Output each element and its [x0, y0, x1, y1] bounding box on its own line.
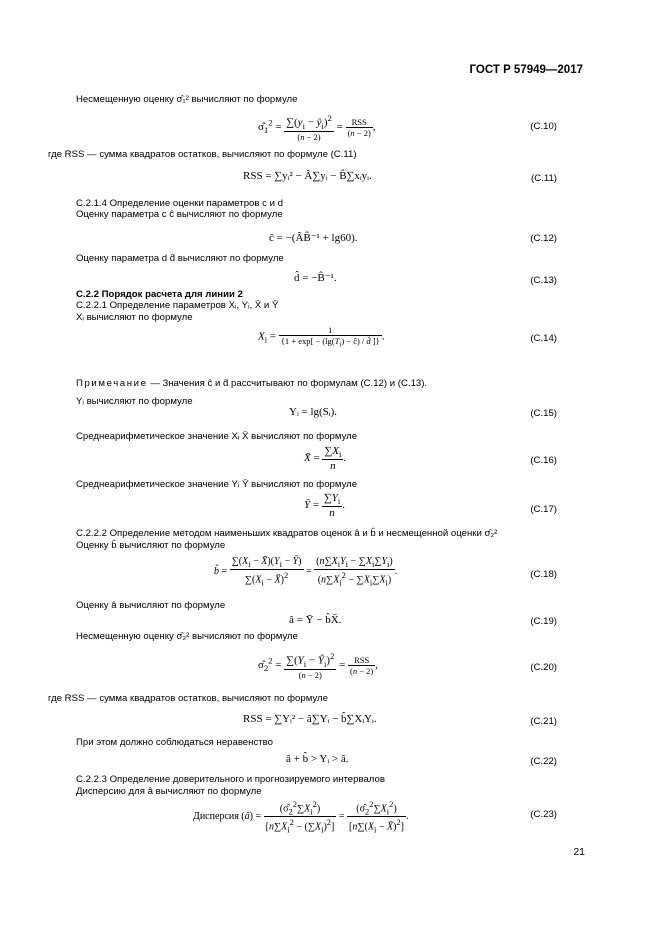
text-line: Оценку параметра c ĉ вычисляют по формуле [76, 209, 283, 220]
equation-number: (С.15) [530, 408, 557, 419]
formula-c10: $\sigmâ_1^2$ = $\frac{\sum(y_i - ŷ_i)^2}{(n - 2)}$ = $\frac{\text{RSS}}{(n - 2)}$ , [258, 113, 376, 142]
text-line: Несмещенную оценку σ̂₂² вычисляют по формуле [76, 631, 298, 642]
text-line: При этом должно соблюдаться неравенство [76, 737, 273, 748]
equation-number: (С.19) [530, 616, 557, 627]
section-heading: С.2.2 Порядок расчета для линии 2 [76, 289, 243, 300]
text-line: где RSS — сумма квадратов остатков, вычисляют по формуле [48, 693, 328, 704]
formula-c14: $X_i$ = $\frac{1}{\{1 + \exp[ - (\lg(T_i) - ĉ) / d̂ ]\}}$ . [258, 325, 385, 349]
formula-c15: Yᵢ = lg(Sᵢ). [289, 406, 337, 418]
text-line: Оценку b̂ вычисляют по формуле [76, 540, 226, 551]
text-line: где RSS — сумма квадратов остатков, вычисляют по формуле (С.11) [48, 149, 357, 160]
equation-number: (С.10) [530, 121, 557, 132]
formula-c16: X̄ = $\frac{\sum X_i}{n}$ . [304, 445, 347, 473]
text-line: С.2.2.3 Определение доверительного и прогнозируемого интервалов [76, 774, 385, 785]
formula-c21: RSS = ∑Yᵢ² − â∑Yᵢ − b̂∑XᵢYᵢ. [243, 713, 377, 725]
equation-number: (С.20) [530, 662, 557, 673]
equation-number: (С.23) [530, 809, 557, 820]
equation-number: (С.21) [530, 716, 557, 727]
page-number: 21 [573, 846, 585, 858]
equation-number: (С.14) [530, 333, 557, 344]
equation-number: (С.17) [530, 504, 557, 515]
text-line: С.2.2.2 Определение методом наименьших квадратов оценок â и b̂ и несмещенной оценки σ̂₂² [76, 528, 498, 539]
text-line: Xᵢ вычисляют по формуле [76, 312, 193, 323]
text-line: С.2.2.1 Определение параметров Xᵢ, Yᵢ, X̄ и Ȳ [76, 300, 279, 311]
formula-c22: â + b̂ > Yᵢ > â. [286, 753, 349, 765]
note-text: — Значения ĉ и d̂ рассчитывают по формулам (С.12) и (С.13). [150, 378, 428, 389]
text-line: Yᵢ вычисляют по формуле [76, 396, 193, 407]
text-line: Среднеарифметическое значение Yᵢ Ȳ вычисляют по формуле [76, 479, 358, 490]
equation-number: (С.22) [530, 756, 557, 767]
equation-number: (С.16) [530, 455, 557, 466]
equation-number: (С.11) [531, 173, 557, 184]
note-label: Примечание [76, 378, 148, 389]
text-line: Оценку параметра d d̂ вычисляют по формуле [76, 253, 284, 264]
formula-c11: RSS = ∑yᵢ² − Â∑yᵢ − B̂∑xᵢyᵢ. [243, 170, 372, 182]
equation-number: (С.18) [530, 569, 557, 580]
text-line: Дисперсию для â вычисляют по формуле [76, 786, 262, 797]
formula-c23: Дисперсия (â) = $\frac{(\sigmâ_2^2\sum X_i^2)}{[n\sum X_i^2 - (\sum X_i)^2]}$ = $\frac{(\sigmâ_2^2\sum X_i^2)}{[n\sum(X_i - X̄)^2]}$ . [193, 799, 409, 835]
dispersion-label: Дисперсия [193, 811, 239, 823]
equation-number: (С.13) [530, 275, 557, 286]
document-id: ГОСТ Р 57949—2017 [469, 64, 583, 76]
note [76, 378, 427, 389]
formula-c13: d̂ = −B̂⁻¹. [294, 272, 337, 284]
formula-c19: â = Ȳ − b̂X̄. [289, 614, 342, 626]
formula-c20: $\sigmâ_2^2$ = $\frac{\sum(Y_i - Ŷ_i)^2}{(n - 2)}$ = $\frac{\text{RSS}}{(n - 2)}$ , [258, 651, 378, 680]
equation-number: (С.12) [530, 233, 557, 244]
formula-c17: Ȳ = $\frac{\sum Y_i}{n}$ . [304, 492, 345, 520]
text-line: С.2.1.4 Определение оценки параметров c и d [76, 198, 283, 209]
text-line: Среднеарифметическое значение Xᵢ X̄ вычисляют по формуле [76, 431, 358, 442]
formula-c18: b̂ = $\frac{\sum(X_i - X̄)(Y_i - Ȳ)}{\sum(X_i - X̄)^2}$ = $\frac{(n\sum X_iY_i - \sum X_i\sum Y_i)}{(n\sum X_i^2 - \sum X_i\sum X_i)}$ . [214, 556, 398, 588]
formula-c12: ĉ = −(ÂB̂⁻¹ + lg60). [269, 232, 358, 244]
text-line: Несмещенную оценку σ̂₁² вычисляют по формуле [76, 94, 298, 105]
text-line: Оценку â вычисляют по формуле [76, 600, 226, 611]
